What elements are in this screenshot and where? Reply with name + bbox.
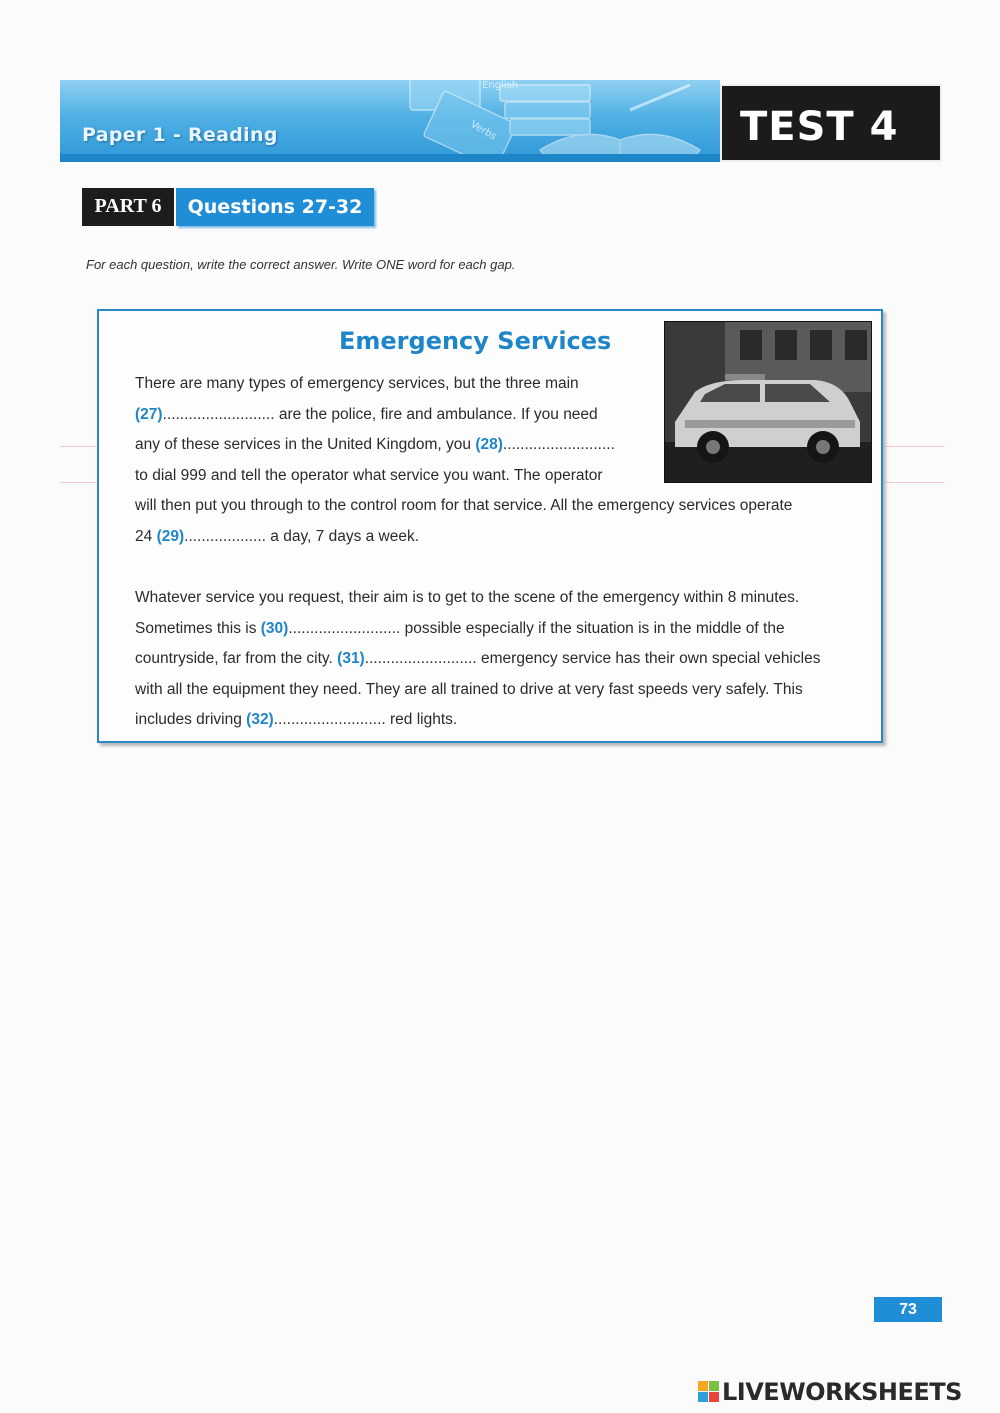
gap-number-28: (28) [475,436,503,453]
gap-number-31: (31) [337,650,365,667]
text-segment: There are many types of emergency services, but the three main [135,375,579,392]
logo-grid-icon [698,1381,720,1403]
brand-name: LIVEWORKSHEETS [722,1378,962,1406]
liveworksheets-logo[interactable] [698,1378,994,1406]
article-title: Emergency Services [339,327,612,355]
art-word-english: English [482,80,519,91]
text-line [135,461,875,492]
answer-gap-29[interactable]: ................... [184,527,266,545]
text-segment: with all the equipment they need. They are all trained to drive at very fast speeds very safely. This [135,680,803,698]
header-banner [60,80,720,162]
text-line [135,675,875,706]
text-line [135,522,875,553]
text-line [135,369,875,400]
text-segment: countryside, far from the city. [135,650,338,667]
paper-label: Paper 1 - Reading [82,124,278,146]
answer-gap-32[interactable]: .......................... [273,711,386,728]
text-line [135,705,875,736]
part-tag: PART 6 [82,188,174,226]
text-line [135,430,875,461]
text-segment: 24 [135,527,157,545]
text-segment: red lights. [385,711,458,728]
text-segment: includes driving [135,711,247,728]
text-segment: to dial 999 and tell the operator what service you want. The operator [135,466,603,484]
answer-gap-31[interactable]: .......................... [364,650,477,667]
books-illustration [390,80,720,162]
text-line [135,614,875,645]
gap-number-29: (29) [156,527,185,545]
reading-text-box [97,309,883,743]
test-label: TEST 4 [740,104,899,150]
text-segment: will then put you through to the control room for that service. All the emergency services operate [135,497,793,514]
text-segment: Sometimes this is [135,619,261,637]
text-line [135,491,875,522]
text-segment: possible especially if the situation is in the middle of the [400,619,785,637]
paragraph-2 [135,583,875,736]
questions-tag: Questions 27-32 [176,188,374,226]
text-segment: a day, 7 days a week. [265,527,420,545]
text-segment: emergency service has their own special vehicles [476,650,821,667]
text-line [135,583,875,614]
gap-number-32: (32) [246,711,274,728]
text-segment: are the police, fire and ambulance. If you need [274,405,598,423]
gap-number-27: (27) [135,405,163,423]
header-strip [60,154,720,162]
instructions: For each question, write the correct answer. Write ONE word for each gap. [86,257,516,272]
text-line [135,644,875,675]
text-segment: Whatever service you request, their aim is to get to the scene of the emergency within 8 minutes. [135,589,800,606]
art-word-verbs: Verbs [468,119,499,143]
test-number-box [720,84,942,162]
text-segment: any of these services in the United Kingdom, you [135,436,476,453]
paragraph-1 [135,369,875,552]
text-line [135,400,875,431]
answer-gap-27[interactable]: .......................... [162,405,275,423]
gap-number-30: (30) [260,619,289,637]
answer-gap-30[interactable]: .......................... [288,619,401,637]
page-number: 73 [874,1297,942,1322]
answer-gap-28[interactable]: .......................... [502,436,615,453]
